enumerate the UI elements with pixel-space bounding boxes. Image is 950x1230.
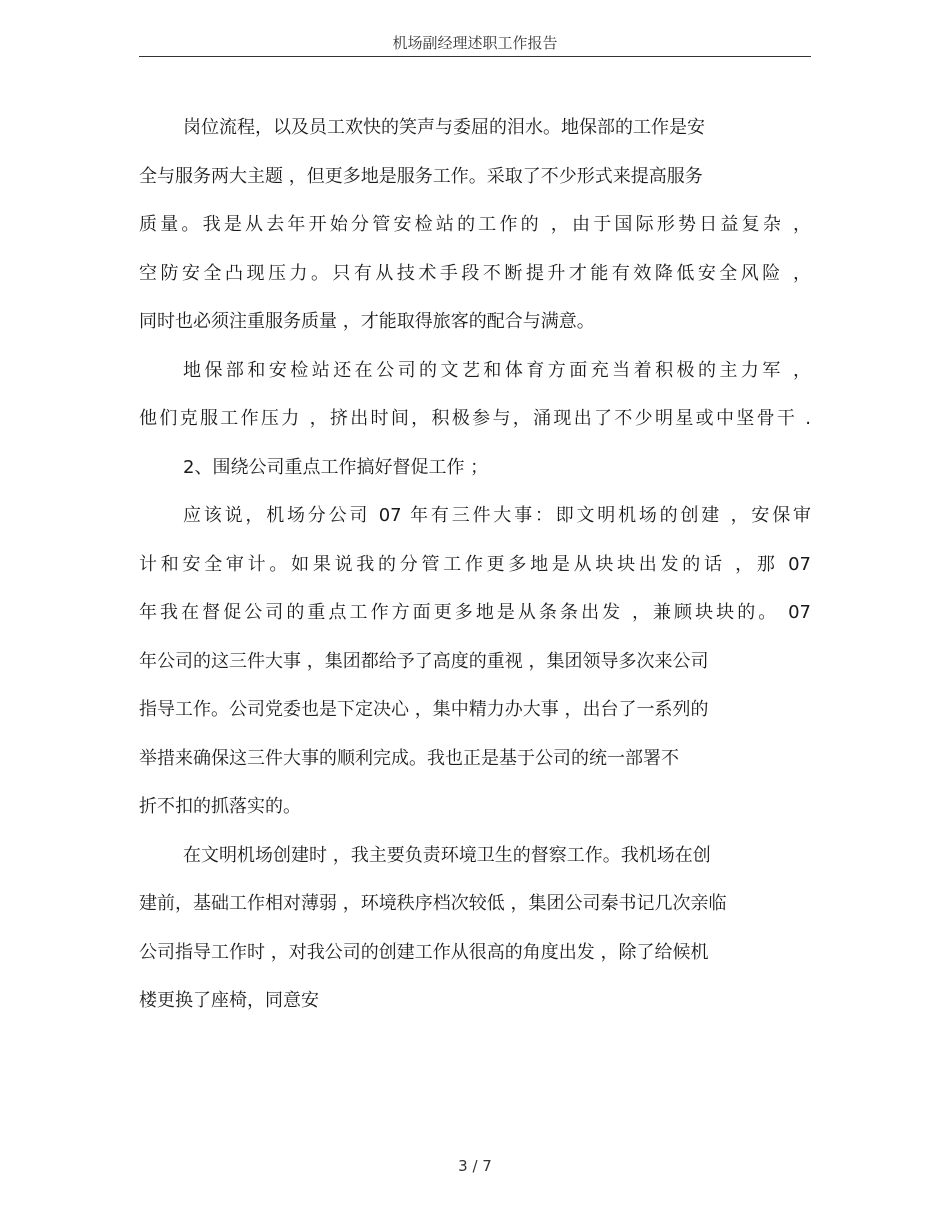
text-line: 全与服务两大主题 ，但更多地是服务工作。采取了不少形式来提高服务 xyxy=(139,165,703,187)
text-line: 公司指导工作时 ，对我公司的创建工作从很高的角度出发 ，除了给候机 xyxy=(139,941,709,963)
header-rule xyxy=(139,56,811,57)
text-line: 他们克服工作压力 ，挤出时间，积极参与，涌现出了不少明星或中坚骨干 . xyxy=(139,408,811,429)
text-line: 年公司的这三件大事 ，集团都给予了高度的重视 ，集团领导多次来公司 xyxy=(139,650,709,672)
document-body xyxy=(139,109,811,1031)
text-line: 折不扣的抓落实的。 xyxy=(139,796,301,817)
text-line: 建前，基础工作相对薄弱 ，环境秩序档次较低 ，集团公司秦书记几次亲临 xyxy=(139,893,727,914)
text-line: 举措来确保这三件大事的顺利完成。我也正是基于公司的统一部署不 xyxy=(139,747,679,769)
text-line: 岗位流程，以及员工欢快的笑声与委屈的泪水。地保部的工作是安 xyxy=(183,117,705,138)
text-line: 在文明机场创建时 ，我主要负责环境卫生的督察工作。我机场在创 xyxy=(183,844,711,866)
text-line: 计和安全审计。如果说我的分管工作更多地是从块块出发的话 ，那 07 xyxy=(139,553,811,575)
text-line: 楼更换了座椅，同意安 xyxy=(139,990,319,1011)
text-line: 空防安全凸现压力。只有从技术手段不断提升才能有效降低安全风险 ， xyxy=(139,262,811,284)
text-line: 地保部和安检站还在公司的文艺和体育方面充当着积极的主力军 ， xyxy=(183,359,811,381)
text-line: 质量。我是从去年开始分管安检站的工作的 ，由于国际形势日益复杂 ， xyxy=(139,214,811,235)
page-number: 3 / 7 xyxy=(458,1157,492,1175)
page-header-title: 机场副经理述职工作报告 xyxy=(392,34,558,52)
text-line: 同时也必须注重服务质量 ，才能取得旅客的配合与满意。 xyxy=(139,311,595,332)
text-line: 2、围绕公司重点工作搞好督促工作 ； xyxy=(183,456,489,478)
text-line: 指导工作。公司党委也是下定决心 ，集中精力办大事 ，出台了一系列的 xyxy=(139,699,709,720)
text-line: 应该说，机场分公司 07 年有三件大事：即文明机场的创建 ，安保审 xyxy=(183,505,811,526)
text-line: 年我在督促公司的重点工作方面更多地是从条条出发 ，兼顾块块的。 07 xyxy=(139,602,811,623)
